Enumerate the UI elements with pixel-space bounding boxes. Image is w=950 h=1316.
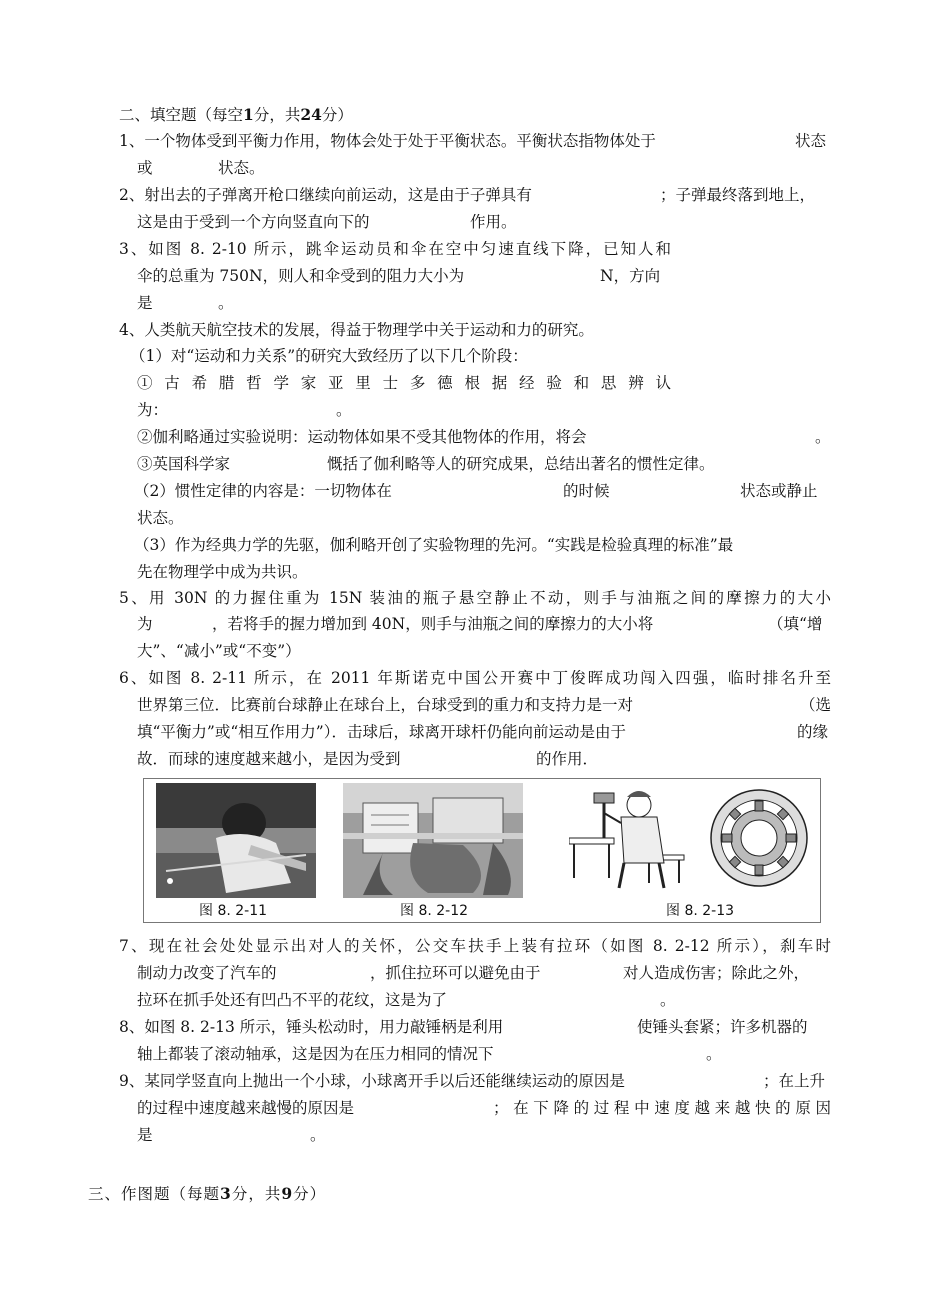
q9-line3-start: 是 <box>137 1126 153 1144</box>
q9-line3-end: 。 <box>310 1126 326 1144</box>
figure-caption-3: 图 8. 2-13 <box>666 903 735 919</box>
q8-line1-start: 8、如图 8. 2-13 所示，锤头松动时，用力敲锤柄是利用 <box>119 1018 504 1036</box>
hammer-and-bearing-drawing <box>569 783 809 898</box>
q4-line9: （3）作为经典力学的先驱，伽利略开创了实验物理的先河。“实践是检验真理的标准”最 <box>134 536 734 554</box>
figure-row <box>143 778 821 923</box>
q4-line3: ①古希腊哲学家亚里士多德根据经验和思辨认 <box>137 374 671 392</box>
q5-line2-start: 为 <box>137 615 153 633</box>
q6-line2-end: （选 <box>800 696 832 714</box>
q6-line3-end: 的缘 <box>797 723 829 741</box>
q1-line2-end: 状态。 <box>218 159 265 177</box>
q9-line2-start: 的过程中速度越来越慢的原因是 <box>137 1099 355 1117</box>
q5-line3: 大”、“减小”或“不变”） <box>137 642 301 660</box>
q5-line1: 5、用 30N 的力握住重为 15N 装油的瓶子悬空静止不动，则手与油瓶之间的摩擦力的大小 <box>119 589 831 607</box>
q7-line3-end: 。 <box>660 991 676 1009</box>
q4-line5-end: 。 <box>815 428 831 446</box>
q6-line2-start: 世界第三位．比赛前台球静止在球台上，台球受到的重力和支持力是一对 <box>137 696 634 714</box>
q6-line4-start: 故．而球的速度越来越小，是因为受到 <box>137 750 401 768</box>
q6-line3-start: 填“平衡力”或“相互作用力”）．击球后，球离开球杆仍能向前运动是由于 <box>137 723 626 741</box>
q4-line2: （1）对“运动和力关系”的研究大致经历了以下几个阶段： <box>130 347 528 365</box>
figure-caption-2: 图 8. 2-12 <box>400 903 469 919</box>
q7-line1: 7、现在社会处处显示出对人的关怀，公交车扶手上装有拉环（如图 8. 2-12 所示），刹车时 <box>119 937 831 955</box>
q7-line2-mid: ，抓住拉环可以避免由于 <box>370 964 541 982</box>
snooker-photo <box>156 783 316 898</box>
q3-line2-start: 伞的总重为 750N，则人和伞受到的阻力大小为 <box>137 267 465 285</box>
q5-line2-mid: ，若将手的握力增加到 40N，则手与油瓶之间的摩擦力的大小将 <box>212 615 654 633</box>
q1-line1-end: 状态 <box>795 132 827 150</box>
q4-line10: 先在物理学中成为共识。 <box>137 563 308 581</box>
q2-line1-text: 2、射出去的子弹离开枪口继续向前运动，这是由于子弹具有 <box>119 186 532 204</box>
q6-line1: 6、如图 8. 2-11 所示，在 2011 年斯诺克中国公开赛中丁俊晖成功闯入四强，临时排名升至 <box>119 669 831 687</box>
q5-line2-end: （填“增 <box>768 615 823 633</box>
q3-line3-end: 。 <box>218 294 234 312</box>
q4-line6-start: ③英国科学家 <box>137 455 231 473</box>
q7-line3-start: 拉环在抓手处还有凹凸不平的花纹，这是为了 <box>137 991 448 1009</box>
q4-line6-end: 慨括了伽利略等人的研究成果，总结出著名的惯性定律。 <box>327 455 715 473</box>
figure-caption-1: 图 8. 2-11 <box>199 903 268 919</box>
q4-line1: 4、人类航天航空技术的发展，得益于物理学中关于运动和力的研究。 <box>119 321 594 339</box>
q3-line3-start: 是 <box>137 294 153 312</box>
q9-line1-start: 9、某同学竖直向上抛出一个小球，小球离开手以后还能继续运动的原因是 <box>119 1072 625 1090</box>
q3-line2-end: N，方向 <box>600 267 661 285</box>
q4-line8: 状态。 <box>137 509 184 527</box>
q4-line7-mid: 的时候 <box>563 482 610 500</box>
q8-line1-end: 使锤头套紧；许多机器的 <box>637 1018 808 1036</box>
q2-line1-end: ；子弹最终落到地上， <box>660 186 816 204</box>
q4-line4-end: 。 <box>336 401 352 419</box>
q4-line5-start: ②伽利略通过实验说明：运动物体如果不受其他物体的作用，将会 <box>137 428 587 446</box>
q3-line1: 3、如图 8. 2-10 所示，跳伞运动员和伞在空中匀速直线下降，已知人和 <box>119 240 671 258</box>
q8-line2-start: 轴上都装了滚动轴承，这是因为在压力相同的情况下 <box>137 1045 494 1063</box>
q1-line2-start: 或 <box>137 159 153 177</box>
q9-line2-end: ；在下降的过程中速度越来越快的原因 <box>493 1099 831 1117</box>
section-3-heading: 三、作图题（每题3分，共9分） <box>88 1184 327 1203</box>
q8-line2-end: 。 <box>706 1045 722 1063</box>
q6-line4-end: 的作用． <box>536 750 599 768</box>
q7-line2-end: 对人造成伤害；除此之外， <box>623 964 810 982</box>
q4-line4-start: 为： <box>137 401 169 419</box>
q2-line2-start: 这是由于受到一个方向竖直向下的 <box>137 213 370 231</box>
q1-line1-text: 1、一个物体受到平衡力作用，物体会处于处于平衡状态。平衡状态指物体处于 <box>119 132 656 150</box>
section-2-heading: 二、填空题（每空1分，共24分） <box>119 105 353 124</box>
q2-line2-end: 作用。 <box>470 213 517 231</box>
bus-handle-photo <box>343 783 523 898</box>
q7-line2-start: 制动力改变了汽车的 <box>137 964 277 982</box>
q9-line1-end: ；在上升 <box>763 1072 826 1090</box>
q4-line7-start: （2）惯性定律的内容是：一切物体在 <box>134 482 392 500</box>
q4-line7-end: 状态或静止 <box>740 482 818 500</box>
